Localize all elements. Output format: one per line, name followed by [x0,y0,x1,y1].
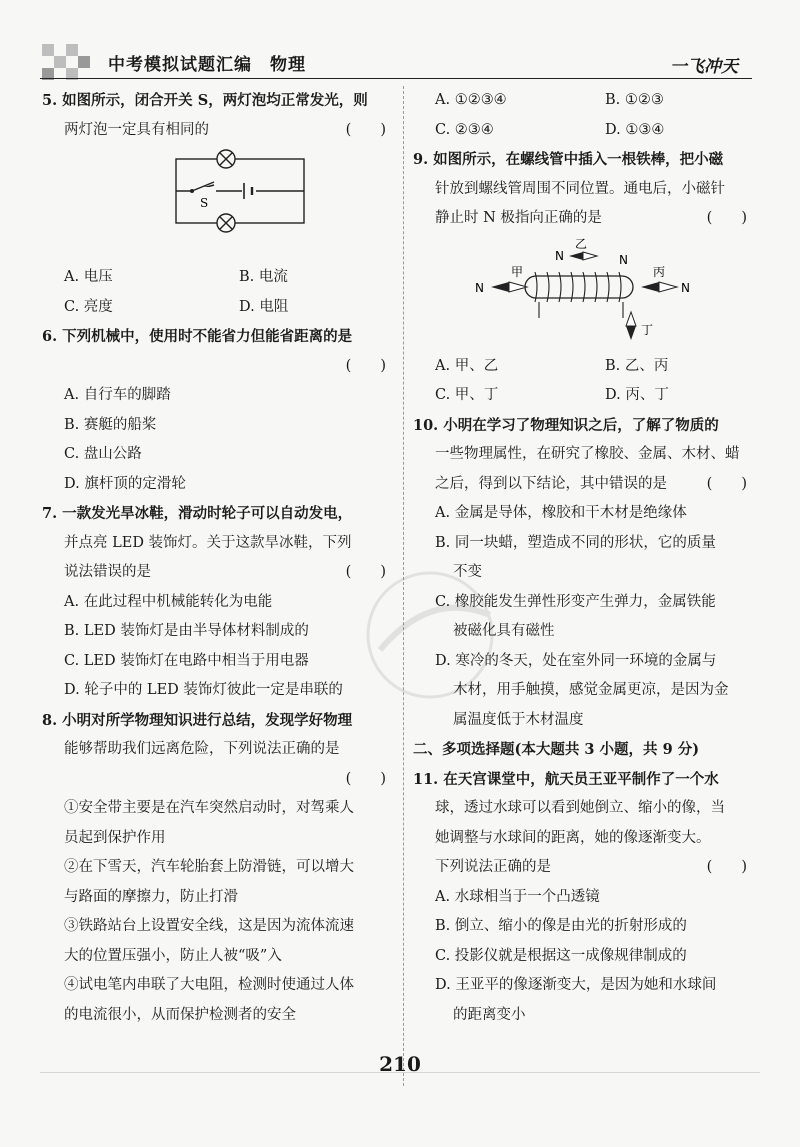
header-rule [40,78,752,79]
q8-options-row2: C. ②③④ D. ①③④ [435,121,665,138]
q8-stem-2: 能够帮助我们远离危险，下列说法正确的是 [64,741,340,757]
q9-stem-2: 针放到螺线管周围不同位置。通电后，小磁针 [435,180,725,197]
q11-stem-1: 11. 在天宫课堂中，航天员王亚平制作了一个水 [413,770,719,788]
q6-stem: 6. 下列机械中，使用时不能省力但能省距离的是 [42,328,353,345]
q11-option-d1: D. 王亚平的像逐渐变大，是因为她和水球间 [435,977,717,993]
q6-option-b: B. 赛艇的船桨 [64,416,157,433]
q5-circuit-figure [42,145,392,263]
q10-option-c1: C. 橡胶能发生弹性形变产生弹力，金属铁能 [435,593,716,610]
footer-rule [40,1072,760,1073]
q9-label-yi: 乙 [575,236,588,251]
q8-options-row1: A. ①②③④ B. ①②③ [435,92,664,108]
q8-item-1a: ①安全带主要是在汽车突然启动时，对驾乘人 [64,800,354,816]
q7-stem-1: 7. 一款发光旱冰鞋，滑动时轮子可以自动发电， [42,505,353,522]
q6-option-a: A. 自行车的脚踏 [64,387,171,403]
q11-option-b: B. 倒立、缩小的像是由光的折射形成的 [435,918,687,934]
q8-item-3a: ③铁路站台上设置安全线，这是因为流体流速 [64,918,354,934]
q9-n-right: N [619,252,628,267]
q7-option-b: B. LED 装饰灯是由半导体材料制成的 [64,623,309,639]
q7-option-c: C. LED 装饰灯在电路中相当于用电器 [64,652,309,669]
q8-item-1b: 员起到保护作用 [64,829,166,846]
q11-stem-2: 球，透过水球可以看到她倒立、缩小的像，当 [435,800,725,816]
q11-option-c: C. 投影仪就是根据这一成像规律制成的 [435,947,687,964]
q10-stem-1: 10. 小明在学习了物理知识之后，了解了物质的 [413,416,719,434]
q6-option-c: C. 盘山公路 [64,446,142,462]
q10-option-d2: 木材，用手触摸，感觉金属更凉，是因为金 [453,682,729,698]
header-decoration [42,44,98,80]
q10-stem-2: 一些物理属性，在研究了橡胶、金属、木材、蜡 [435,446,740,462]
q8-item-3b: 大的位置压强小，防止人被“吸”入 [64,947,282,964]
q9-label-jia: 甲 [511,264,524,279]
q6-option-d: D. 旗杆顶的定滑轮 [64,475,186,492]
q10-stem-3: 之后，得到以下结论，其中错误的是 ( ) [435,475,747,492]
left-column [42,86,392,1030]
q10-option-d3: 属温度低于木材温度 [453,711,584,728]
q8-item-4a: ④试电笔内串联了大电阻，检测时使通过人体 [64,977,354,993]
header-brand: 一飞冲天 [670,57,738,77]
q5-switch-label: S [200,196,209,210]
q7-option-a: A. 在此过程中机械能转化为电能 [64,593,273,610]
q9-options-row2: C. 甲、丁 D. 丙、丁 [435,387,669,403]
q10-option-c2: 被磁化具有磁性 [453,623,555,639]
q5-options-row2: C. 亮度 D. 电阻 [64,298,289,315]
q9-stem-1: 9. 如图所示，在螺线管中插入一根铁棒，把小磁 [413,151,724,168]
q10-option-b2: 不变 [453,564,482,580]
q5-stem-2: 两灯泡一定具有相同的 ( ) [64,121,386,138]
q7-option-d: D. 轮子中的 LED 装饰灯彼此一定是串联的 [64,682,343,698]
q8-item-4b: 的电流很小，从而保护检测者的安全 [64,1006,296,1023]
q5-options-row1: A. 电压 B. 电流 [64,269,288,285]
watermark-logo [330,560,530,710]
q9-stem-3: 静止时 N 极指向正确的是 ( ) [435,210,747,226]
q8-stem-1: 8. 小明对所学物理知识进行总结，发现学好物理 [42,711,353,729]
q10-option-d1: D. 寒冷的冬天，处在室外同一环境的金属与 [435,652,717,669]
q8-item-2a: ②在下雪天，汽车轮胎套上防滑链，可以增大 [64,859,354,875]
q11-stem-4: 下列说法正确的是 ( ) [435,859,747,875]
q9-n-jia: N [475,280,484,295]
q9-label-ding: 丁 [641,322,654,337]
q8-paren-line: ( ) [345,770,386,787]
q11-option-a: A. 水球相当于一个凸透镜 [435,888,600,905]
q9-label-bing: 丙 [653,264,666,279]
q8-item-2b: 与路面的摩擦力，防止打滑 [64,888,238,905]
header-title: 中考模拟试题汇编 物理 [108,55,306,75]
q10-option-a: A. 金属是导体，橡胶和干木材是绝缘体 [435,505,687,521]
q9-n-yi: N [555,248,564,263]
q11-stem-3: 她调整与水球间的距离，她的像逐渐变大。 [435,829,711,846]
section-2-heading: 二、多项选择题(本大题共 3 小题，共 9 分) [413,741,700,758]
q6-paren-line: ( ) [345,357,386,374]
q9-n-bing: N [681,280,690,295]
right-column [413,86,753,1030]
q11-option-d2: 的距离变小 [453,1006,526,1023]
q10-option-b1: B. 同一块蜡，塑造成不同的形状，它的质量 [435,534,716,551]
page-number: 210 [379,1052,421,1076]
q5-stem-1: 5. 如图所示，闭合开关 S，两灯泡均正常发光，则 [42,92,368,109]
q9-solenoid-figure [413,234,753,352]
q7-stem-3: 说法错误的是 ( ) [64,564,386,580]
q7-stem-2: 并点亮 LED 装饰灯。关于这款旱冰鞋，下列 [64,534,352,551]
q9-options-row1: A. 甲、乙 B. 乙、丙 [435,357,669,374]
